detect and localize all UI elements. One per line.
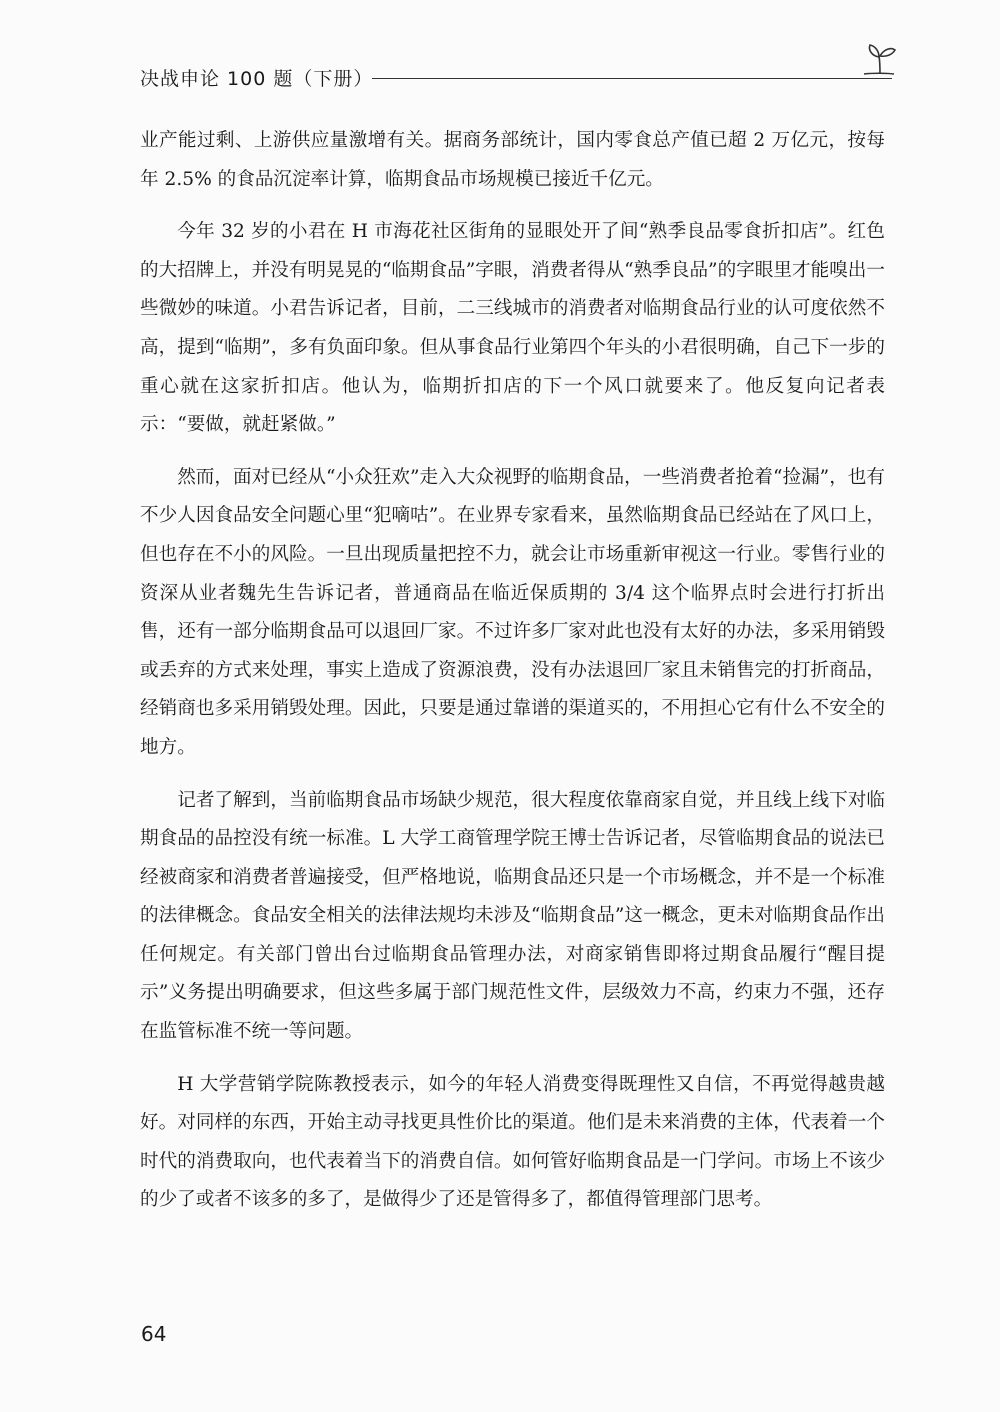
paragraph-3: 然而，面对已经从“小众狂欢”走入大众视野的临期食品，一些消费者抢着“捡漏”，也有不少人因食品安全问题心里“犯嘀咕”。在业界专家看来，虽然临期食品已经站在了风口上，但也存在不小的风险。一旦出现质量把控不力，就会让市场重新审视这一行业。零售行业的资深从业者魏先生告诉记者，普通商品在临近保质期的 3/4 这个临界点时会进行打折出售，还有一部分临期食品可以退回厂家。不过许多厂家对此也没有太好的办法，多采用销毁或丢弃的方式来处理，事实上造成了资源浪费，没有办法退回厂家且未销售完的打折商品，经销商也多采用销毁处理。因此，只要是通过靠谱的渠道买的，不用担心它有什么不安全的地方。 bbox=[140, 466, 885, 758]
paragraph-1: 业产能过剩、上游供应量激增有关。据商务部统计，国内零食总产值已超 2 万亿元，按每年 2.5% 的食品沉淀率计算，临期食品市场规模已接近千亿元。 bbox=[140, 130, 885, 190]
header-title: 决战申论 100 题（下册） bbox=[140, 68, 374, 90]
body-text bbox=[140, 122, 885, 1220]
page-number: 64 bbox=[141, 1322, 167, 1346]
paragraph-5: H 大学营销学院陈教授表示，如今的年轻人消费变得既理性又自信，不再觉得越贵越好。对同样的东西，开始主动寻找更具性价比的渠道。他们是未来消费的主体，代表着一个时代的消费取向，也代表着当下的消费自信。如何管好临期食品是一门学问。市场上不该少的少了或者不该多的多了，是做得少了还是管得多了，都值得管理部门思考。 bbox=[140, 1073, 885, 1211]
running-header bbox=[140, 60, 900, 90]
paragraph-4: 记者了解到，当前临期食品市场缺少规范，很大程度依靠商家自觉，并且线上线下对临期食品的品控没有统一标准。L 大学工商管理学院王博士告诉记者，尽管临期食品的说法已经被商家和消费者普遍接受，但严格地说，临期食品还只是一个市场概念，并不是一个标准的法律概念。食品安全相关的法律法规均未涉及“临期食品”这一概念，更未对临期食品作出任何规定。有关部门曾出台过临期食品管理办法，对商家销售即将过期食品履行“醒目提示”义务提出明确要求，但这些多属于部门规范性文件，层级效力不高，约束力不强，还存在监管标准不统一等问题。 bbox=[140, 789, 885, 1043]
paragraph-2: 今年 32 岁的小君在 H 市海花社区街角的显眼处开了间“熟季良品零食折扣店”。红色的大招牌上，并没有明晃晃的“临期食品”字眼，消费者得从“熟季良品”的字眼里才能嗅出一些微妙的味道。小君告诉记者，目前，二三线城市的消费者对临期食品行业的认可度依然不高，提到“临期”，多有负面印象。但从事食品行业第四个年头的小君很明确，自己下一步的重心就在这家折扣店。他认为，临期折扣店的下一个风口就要来了。他反复向记者表示：“要做，就赶紧做。” bbox=[140, 221, 885, 436]
sprout-icon bbox=[860, 40, 900, 80]
header-rule bbox=[372, 78, 892, 79]
